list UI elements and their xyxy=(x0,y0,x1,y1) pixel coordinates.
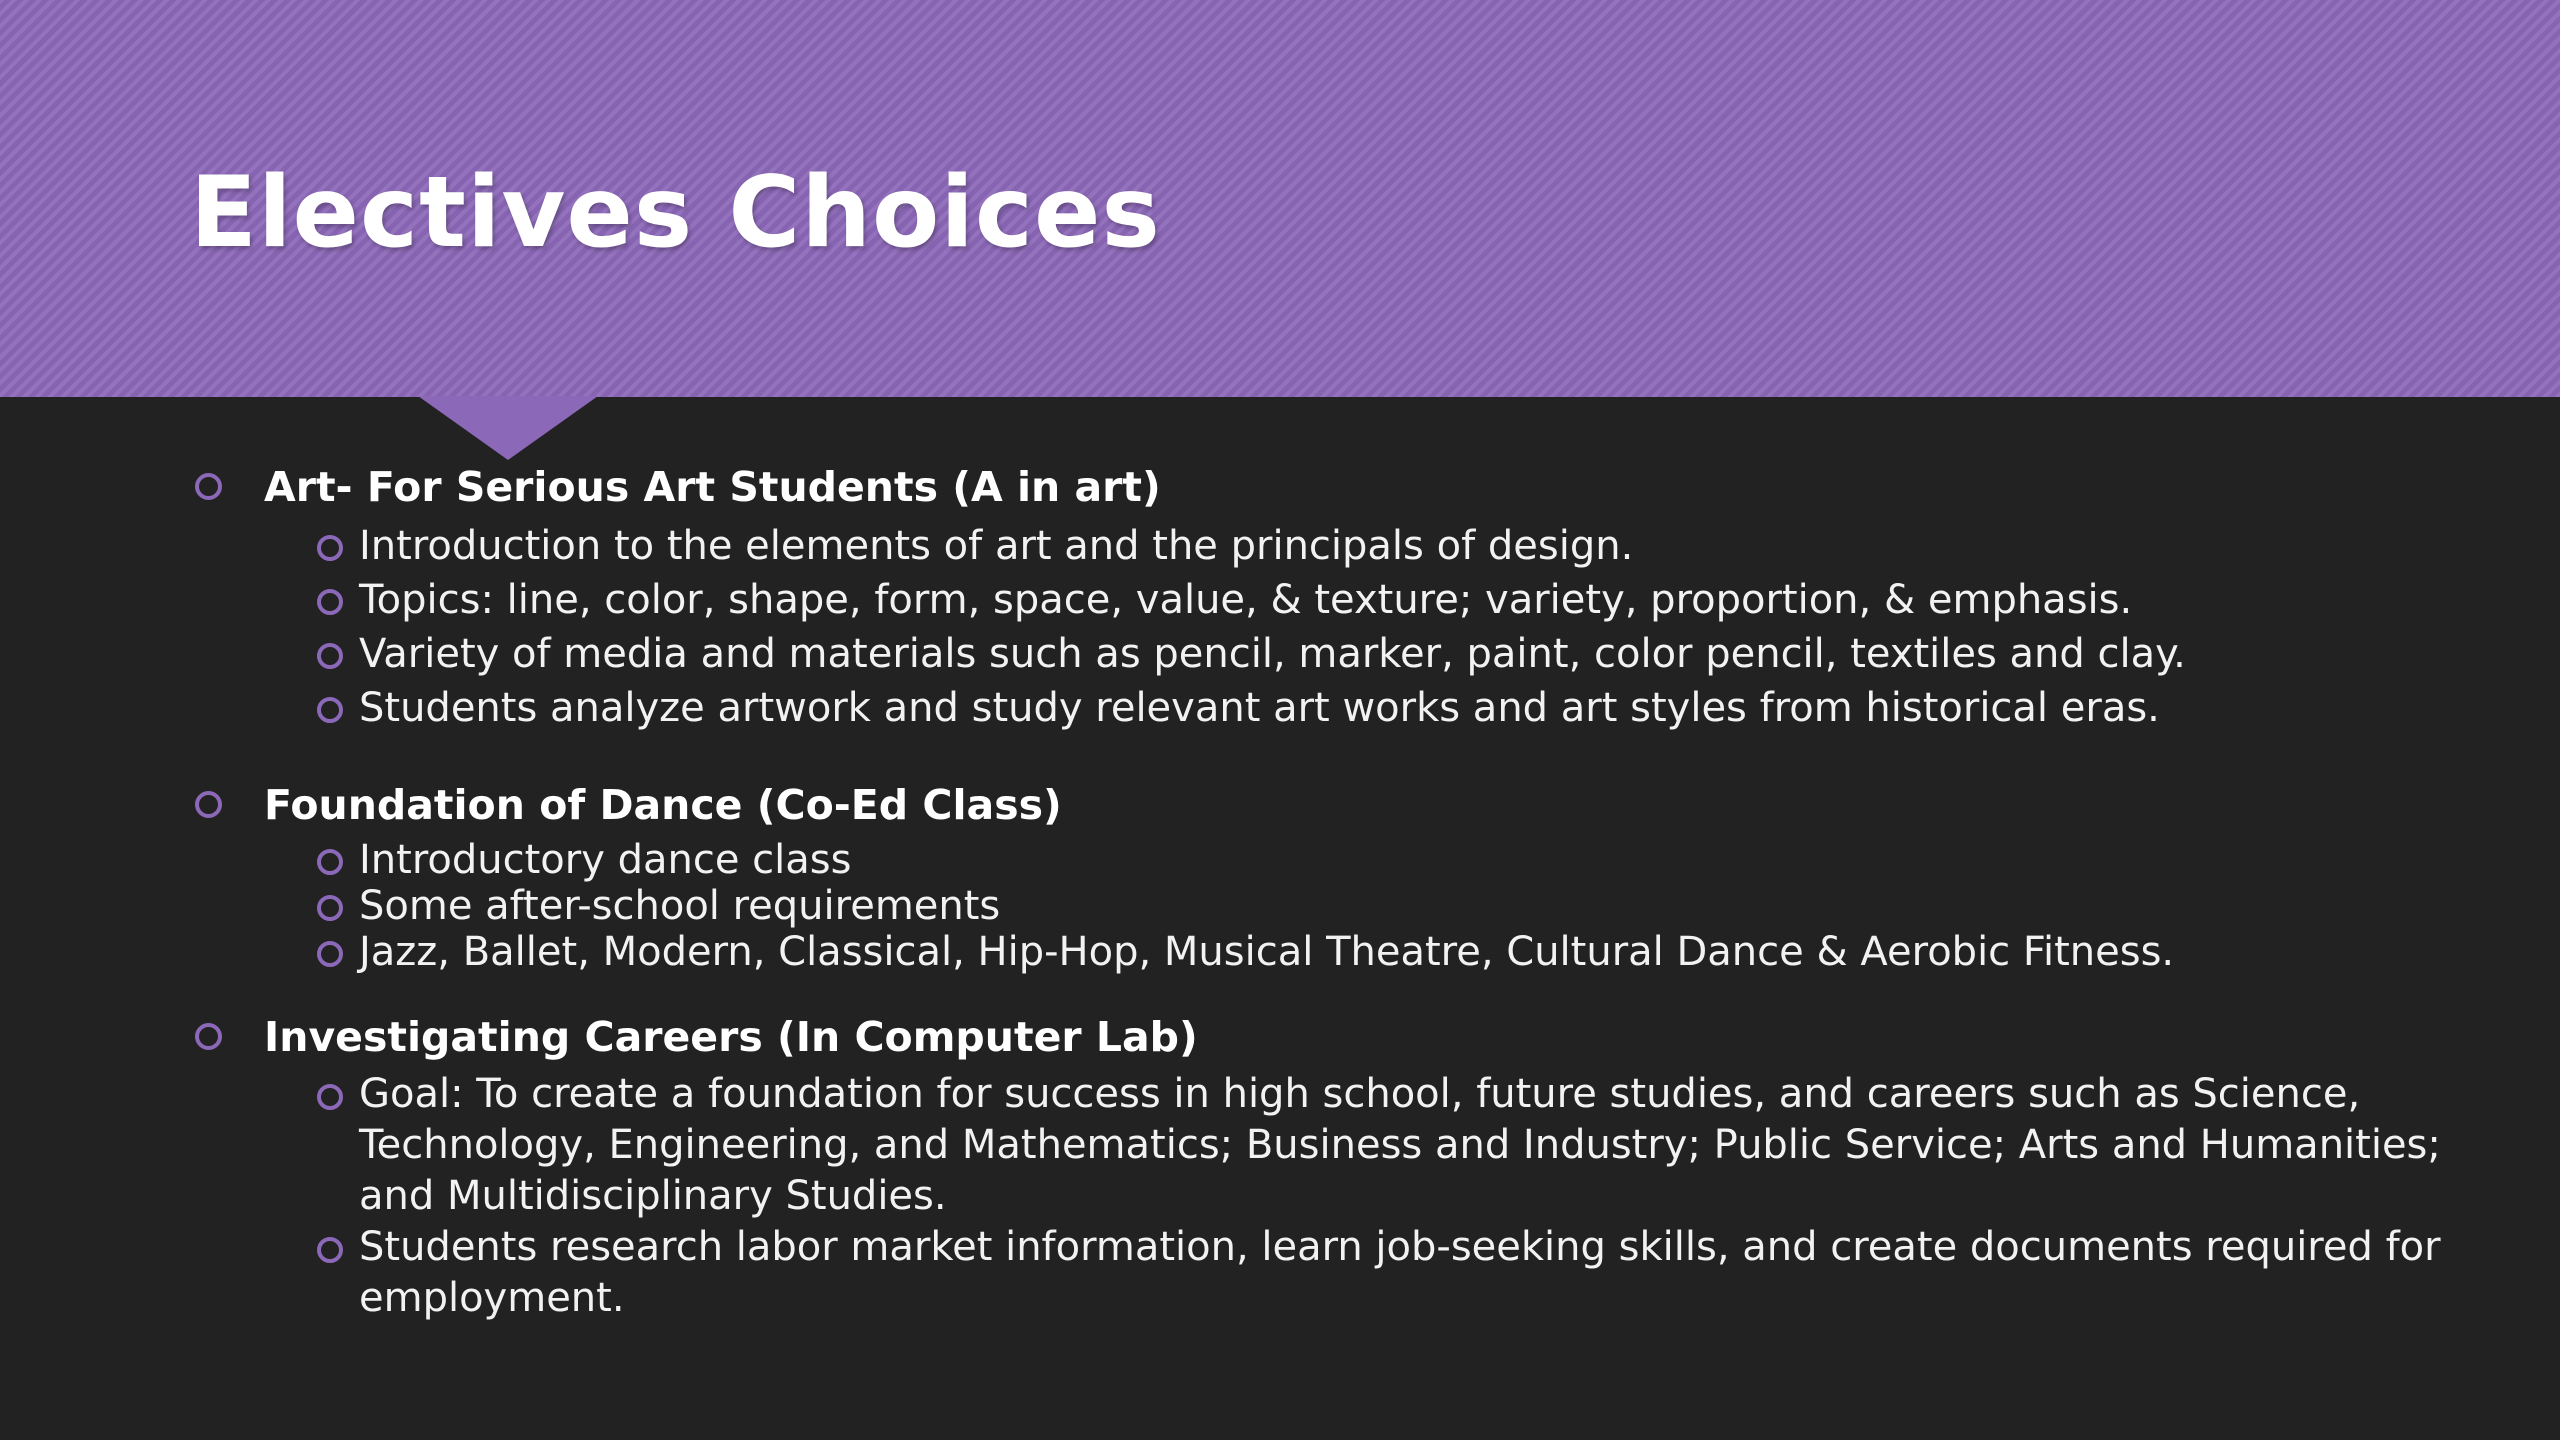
list-item-text: Introductory dance class xyxy=(359,837,852,883)
careers-details-list xyxy=(190,1069,2490,1324)
list-item xyxy=(190,1222,2490,1324)
list-item-text: Goal: To create a foundation for success in high school, future studies, and careers such as Science, Technology, Engineering, and Mathematics; Business and Industry; Public Service; Arts and Humanities; and Multidisciplinary Studies. xyxy=(359,1071,2441,1219)
circle-bullet-icon xyxy=(317,1237,343,1263)
dance-details-list xyxy=(190,837,2490,975)
section-heading-text: Investigating Careers (In Computer Lab) xyxy=(264,1013,1198,1061)
section-heading-text: Art- For Serious Art Students (A in art) xyxy=(264,463,1161,511)
list-item xyxy=(190,883,2490,929)
section-careers xyxy=(190,1005,2490,1324)
art-details-list xyxy=(190,519,2490,735)
list-item xyxy=(190,837,2490,883)
list-item-text: Topics: line, color, shape, form, space, value, & texture; variety, proportion, & emphasis. xyxy=(359,577,2133,623)
banner-pointer xyxy=(418,396,598,460)
circle-bullet-icon xyxy=(195,1023,222,1050)
circle-bullet-icon xyxy=(317,697,343,723)
section-heading-text: Foundation of Dance (Co-Ed Class) xyxy=(264,781,1062,829)
slide-title: Electives Choices xyxy=(190,156,1161,270)
list-item xyxy=(190,627,2490,681)
section-art xyxy=(190,455,2490,735)
list-item-text: Some after-school requirements xyxy=(359,883,1001,929)
circle-bullet-icon xyxy=(317,535,343,561)
circle-bullet-icon xyxy=(195,473,222,500)
list-item-text: Introduction to the elements of art and the principals of design. xyxy=(359,523,1634,569)
list-item-text: Jazz, Ballet, Modern, Classical, Hip-Hop, Musical Theatre, Cultural Dance & Aerobic Fitness. xyxy=(359,929,2175,975)
list-item xyxy=(190,1069,2490,1222)
circle-bullet-icon xyxy=(317,1084,343,1110)
list-item xyxy=(190,573,2490,627)
section-heading xyxy=(190,455,2490,519)
list-item xyxy=(190,681,2490,735)
circle-bullet-icon xyxy=(317,895,343,921)
circle-bullet-icon xyxy=(195,791,222,818)
section-heading xyxy=(190,1005,2490,1069)
list-item-text: Students analyze artwork and study relevant art works and art styles from historical eras. xyxy=(359,685,2160,731)
list-item xyxy=(190,929,2490,975)
list-item xyxy=(190,519,2490,573)
list-item-text: Students research labor market information, learn job-seeking skills, and create documents required for employment. xyxy=(359,1224,2441,1321)
section-heading xyxy=(190,773,2490,837)
section-dance xyxy=(190,773,2490,975)
circle-bullet-icon xyxy=(317,941,343,967)
circle-bullet-icon xyxy=(317,849,343,875)
circle-bullet-icon xyxy=(317,643,343,669)
circle-bullet-icon xyxy=(317,589,343,615)
slide-content xyxy=(190,455,2490,1324)
list-item-text: Variety of media and materials such as pencil, marker, paint, color pencil, textiles and clay. xyxy=(359,631,2186,677)
